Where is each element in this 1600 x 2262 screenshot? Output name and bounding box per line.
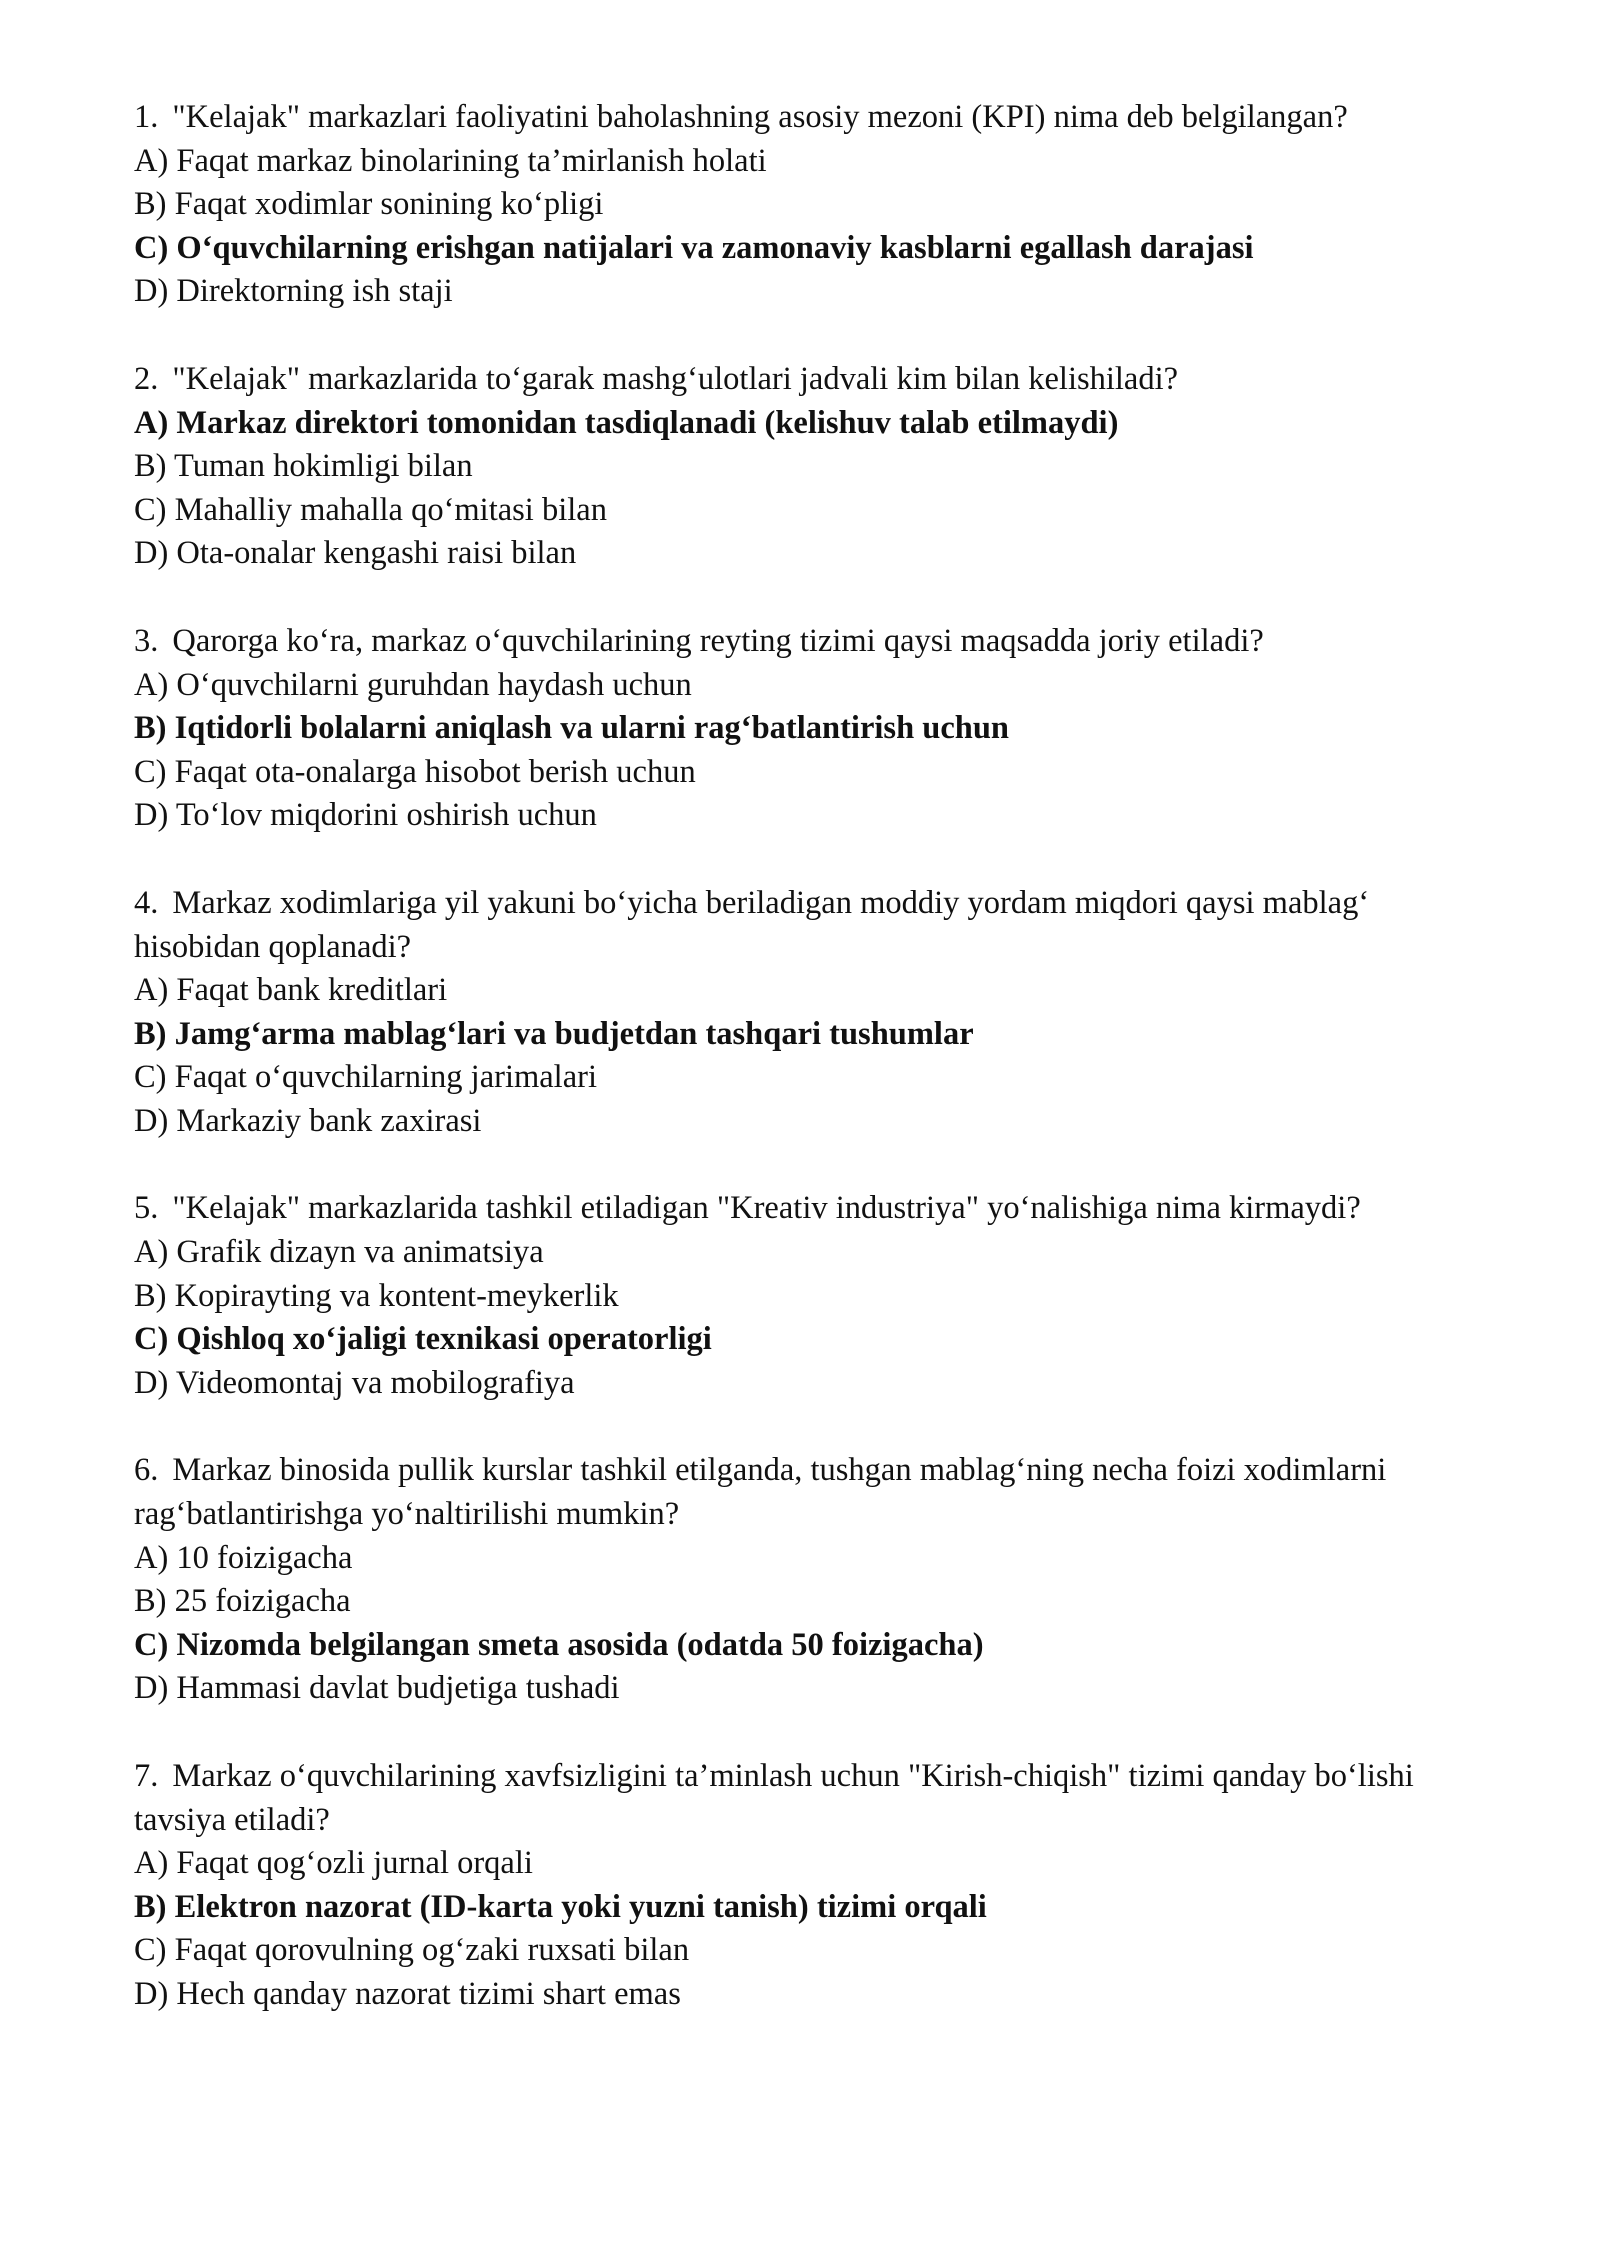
question-number: 1. (134, 99, 159, 135)
question-2 (134, 358, 1474, 576)
answer-option-d: D) To‘lov miqdorini oshirish uchun (134, 797, 597, 834)
answer-option-a: A) O‘quvchilarni guruhdan haydash uchun (134, 666, 692, 703)
answer-option-a: A) Grafik dizayn va animatsiya (134, 1234, 544, 1271)
question-text (134, 620, 1474, 664)
answer-option-d: D) Direktorning ish staji (134, 273, 453, 310)
question-7 (134, 1755, 1474, 2017)
answer-option-c-correct: C) Nizomda belgilangan smeta asosida (odatda 50 foizigacha) (134, 1626, 984, 1663)
answer-option-c: C) Faqat qorovulning og‘zaki ruxsati bilan (134, 1932, 690, 1969)
answer-option-b: B) Faqat xodimlar sonining ko‘pligi (134, 186, 604, 223)
question-number: 7. (134, 1758, 159, 1794)
question-body: "Kelajak" markazlari faoliyatini baholashning asosiy mezoni (KPI) nima deb belgilangan? (172, 99, 1348, 135)
question-4 (134, 882, 1474, 1144)
answer-option-c-correct: C) O‘quvchilarning erishgan natijalari va zamonaviy kasblarni egallash darajasi (134, 229, 1254, 266)
answer-option-a: A) 10 foizigacha (134, 1539, 353, 1576)
answer-option-b-correct: B) Iqtidorli bolalarni aniqlash va ularni rag‘batlantirish uchun (134, 710, 1009, 747)
answer-option-a: A) Faqat bank kreditlari (134, 972, 448, 1009)
answer-option-d: D) Ota-onalar kengashi raisi bilan (134, 535, 577, 572)
question-text (134, 96, 1474, 140)
question-number: 3. (134, 622, 159, 659)
question-3 (134, 620, 1474, 838)
question-body: "Kelajak" markazlarida tashkil etiladigan "Kreativ industriya" yo‘nalishiga nima kirmaydi? (172, 1190, 1361, 1227)
question-body: "Kelajak" markazlarida to‘garak mashg‘ulotlari jadvali kim bilan kelishiladi? (172, 360, 1179, 397)
answer-option-d: D) Markaziy bank zaxirasi (134, 1102, 482, 1139)
answer-option-b-correct: B) Jamg‘arma mablag‘lari va budjetdan tashqari tushumlar (134, 1015, 974, 1052)
question-1 (134, 96, 1474, 314)
answer-option-c: C) Faqat o‘quvchilarning jarimalari (134, 1059, 597, 1096)
answer-option-d: D) Hammasi davlat budjetiga tushadi (134, 1670, 620, 1707)
answer-option-c: C) Faqat ota-onalarga hisobot berish uchun (134, 753, 696, 790)
question-text (134, 1449, 1474, 1536)
question-5 (134, 1187, 1474, 1405)
question-body: Markaz binosida pullik kurslar tashkil etilganda, tushgan mablag‘ning necha foizi xodimlarni rag‘batlantirishga yo‘naltirilishi mumkin? (134, 1452, 1387, 1533)
answer-option-a: A) Faqat markaz binolarining ta’mirlanish holati (134, 142, 767, 179)
answer-option-d: D) Videomontaj va mobilografiya (134, 1364, 575, 1401)
question-body: Markaz o‘quvchilarining xavfsizligini ta’minlash uchun "Kirish-chiqish" tizimi qanday bo‘lishi tavsiya etiladi? (134, 1758, 1414, 1838)
answer-option-d: D) Hech qanday nazorat tizimi shart emas (134, 1975, 681, 2012)
answer-option-b-correct: B) Elektron nazorat (ID-karta yoki yuzni tanish) tizimi orqali (134, 1888, 987, 1925)
document-page (134, 96, 1474, 2061)
question-body: Markaz xodimlariga yil yakuni bo‘yicha beriladigan moddiy yordam miqdori qaysi mablag‘ hisobidan qoplanadi? (134, 884, 1370, 965)
answer-option-b: B) 25 foizigacha (134, 1583, 351, 1620)
question-text (134, 1755, 1474, 1842)
question-number: 4. (134, 884, 159, 921)
answer-option-b: B) Kopirayting va kontent-meykerlik (134, 1277, 619, 1314)
question-number: 6. (134, 1452, 159, 1489)
question-text (134, 358, 1474, 402)
question-number: 2. (134, 360, 159, 397)
question-text (134, 882, 1474, 969)
question-6 (134, 1449, 1474, 1711)
answer-option-b: B) Tuman hokimligi bilan (134, 448, 473, 485)
question-number: 5. (134, 1190, 159, 1227)
answer-option-a-correct: A) Markaz direktori tomonidan tasdiqlanadi (kelishuv talab etilmaydi) (134, 404, 1119, 441)
answer-option-a: A) Faqat qog‘ozli jurnal orqali (134, 1845, 533, 1882)
question-text (134, 1187, 1474, 1231)
question-body: Qarorga ko‘ra, markaz o‘quvchilarining reyting tizimi qaysi maqsadda joriy etiladi? (172, 622, 1264, 659)
answer-option-c: C) Mahalliy mahalla qo‘mitasi bilan (134, 491, 607, 528)
answer-option-c-correct: C) Qishloq xo‘jaligi texnikasi operatorligi (134, 1321, 712, 1358)
